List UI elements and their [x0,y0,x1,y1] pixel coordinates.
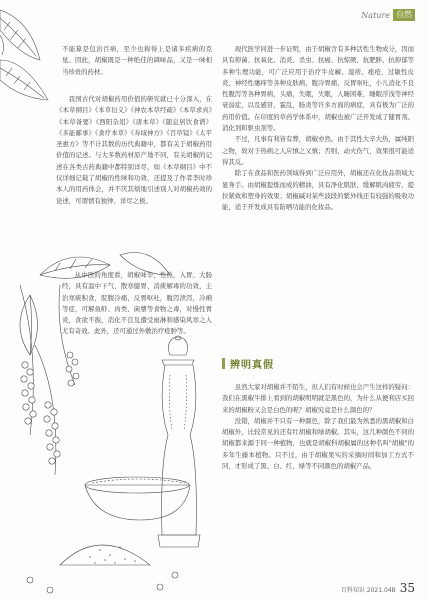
right-column-lower [222,382,414,472]
right-paragraph-2: 除了在食品和医药领域得到广泛应用外，胡椒还在化妆品领域大显身手。由胡椒提炼而成的精油，具有净化肌肤、缓解肌肉疲劳、提拉紧致和塑身的效果；胡椒碱对某些波段的紫外线还有较强的吸收功能，适于开发成具有防晒功能的化妆品。 [222,169,414,212]
section-label-en: Nature [361,10,390,20]
left-paragraph-0: 不能算是包治百病，至少也称得上是诸多疾病的克星。因此，胡椒既是一种绝佳的调味品，又是一味相当珍贵的药材。 [62,45,212,76]
section-label-cn: 自然 [393,9,415,21]
magazine-issue: 百科知识 2021.04B [340,587,396,594]
section-heading-text: 辨明真假 [230,360,274,371]
right-paragraph-1: 不过，凡事有利皆有弊，胡椒亦然。由于其性大辛大热，属纯阳之物，故对于热病之人应慎之又慎；否则，动火伤气，效果很可能适得其反。 [222,135,414,166]
right-column [222,44,414,213]
left-column [56,94,212,207]
left-column-top [62,44,212,78]
section-header [361,8,415,22]
left-paragraph-2: 从中医的角度看，胡椒味辛，性热，入胃、大肠经，具有温中下气、散寒健胃、消痰解毒的功效，主治寒痰积食，脘腹冷痛，反胃呕吐，腹泻泄泻，冷痢等症，可解鱼虾、肉类、菌蕈等食物之毒，对慢性胃炎，食欲不振，消化不良及遭受雨淋和感染风寒之人尤有奇效。此外，还可通过外敷治疗疮肿等。 [62,271,212,336]
leaf-illustration [0,0,62,110]
right2-paragraph-0: 虽然大家对胡椒并不陌生，但人们有时候也会产生这样的疑问：我们在黑椒牛排上看到的胡椒明明就是黑色的，为什么从便利店买回来的胡椒粉又会是白色的呢？胡椒究竟是什么颜色的？ [222,383,414,414]
page-footer [341,581,415,595]
page-number: 35 [399,581,415,595]
section-heading [222,356,274,371]
left-paragraph-1: 我国古代对胡椒药用价值的研究就已十分深入，在《本草纲目》《本草衍义》《神农本草经疏》《本草求真》《本草备要》《西阳杂俎》《唐本草》《随息居饮食谱》《多能鄙事》《食疗本草》《寿域神方》《百草镜》《太平圣惠方》等不计其数的历代典籍中，都有关于胡椒药用价值的记述。与大多数药材原产地不同，有关胡椒的记述在各类古药典籍中都特别详尽，如《本草纲目》中不仅详细记载了胡椒的性味和功效，还提及了作者李时珍本人的用药体会，并不厌其烦地引述别人对胡椒药效的论述，可谓情有独钟、详尽之极。 [56,95,212,205]
heading-accent-bar [222,358,225,369]
right-paragraph-0: 现代医学同进一步证明，由于胡椒含有多种活性生物成分，因而具有抑菌、抗氧化、消炎、杀虫、抗癌、抗惊厥、抗肥胖、抗抑郁等多种生理功能，可广泛应用于治疗牛皮癣、湿疹、痤疮，过敏性皮炎、神经性瘙痒等各种皮肤病，腹冷胃痛，反胃呕吐，小儿消化不良性腹泻等各种胃病，头痛，失眠，失眠，人睡困难，睡眠浮浅等神经衰弱症，以及感冒，霍乱，肠炎等许多方面的病症，具有极为广泛的药用价值。在印度的草药学体系中，胡椒也被广泛开发成了健胃剂、消化剂和驱虫剂等。 [222,45,414,133]
left-column-lower [62,270,212,338]
right2-paragraph-1: 没错，胡椒并不只有一种颜色，除了我们最为熟悉的黑胡椒和白胡椒外，比较常见的还有红胡椒和绿胡椒。其实，这几种颜色不同的胡椒都来源于同一种植物，也就是胡椒科胡椒属的这种名叫"胡椒"的多年生藤本植物。只不过，由于胡椒果实的采摘时间和加工方式不同，才形成了黑、白、红、绿等不同颜色的胡椒产品。 [222,416,414,471]
